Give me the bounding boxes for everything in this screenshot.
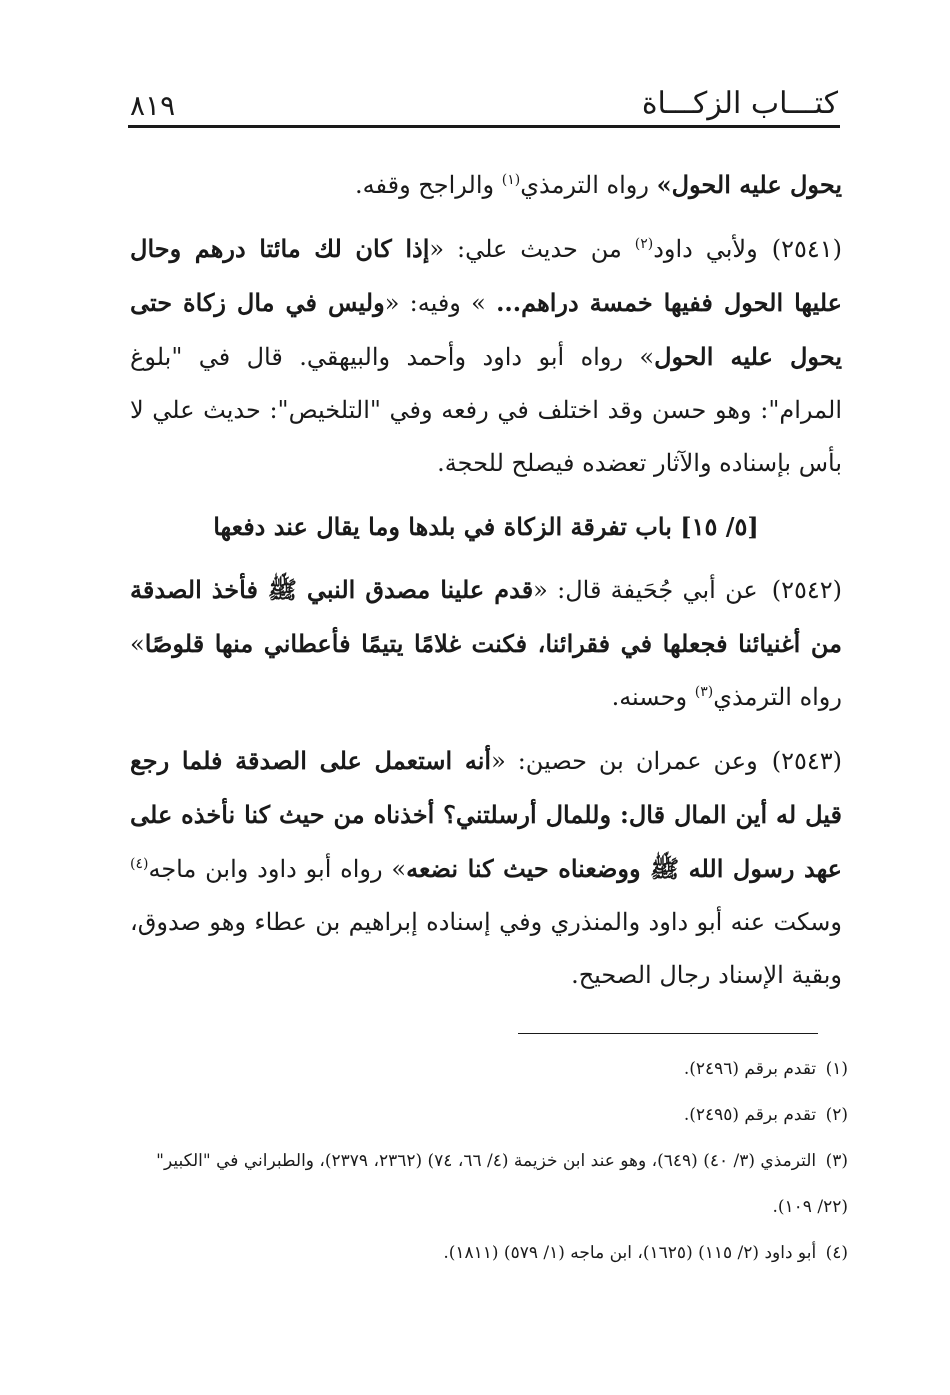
hadith-text: وليس في مال زكاة حتى يحول عليه الحول bbox=[130, 288, 843, 371]
text: رواه الترمذي bbox=[520, 171, 657, 199]
footnote-ref: (١) bbox=[501, 172, 521, 188]
hadith-2541 bbox=[130, 222, 842, 490]
footnote-item bbox=[130, 1138, 848, 1230]
text: ولأبي داود bbox=[653, 235, 758, 263]
running-header-title: كتـــاب الزكـــاة bbox=[641, 86, 838, 121]
hadith-number: (٢٥٤٣) bbox=[771, 747, 842, 775]
footnote-item bbox=[130, 1092, 848, 1138]
chapter-heading: [٥/ ١٥] باب تفرقة الزكاة في بلدها وما يقال عند دفعها bbox=[213, 512, 759, 541]
footnote-number: (٣) bbox=[825, 1151, 848, 1171]
text: » وفيه: « bbox=[384, 289, 497, 317]
hadith-2542 bbox=[130, 563, 842, 724]
text: وسكت عنه أبو داود والمنذري وفي إسناده إبراهيم بن عطاء وهو صدوق، وبقية الإسناد رجال الصحيح. bbox=[130, 908, 843, 989]
text: » رواه أبو داود وابن ماجه bbox=[148, 855, 407, 883]
hadith-2543 bbox=[130, 734, 842, 1002]
paragraph-continuation bbox=[130, 158, 842, 212]
footnote-number: (٢) bbox=[825, 1105, 848, 1125]
footnote-ref: (٣) bbox=[694, 684, 714, 700]
footnote-item bbox=[130, 1230, 848, 1276]
text: » رواه الترمذي bbox=[130, 630, 842, 711]
footnote-number: (٤) bbox=[825, 1243, 848, 1263]
footnote-number: (١) bbox=[825, 1059, 848, 1079]
hadith-number: (٢٥٤٢) bbox=[771, 576, 843, 604]
footnote-ref: (٤) bbox=[130, 856, 149, 872]
footnote-separator bbox=[518, 1033, 818, 1034]
header-rule bbox=[128, 125, 840, 128]
text: » رواه أبو داود وأحمد والبيهقي. قال في "بلوغ المرام": وهو حسن وقد اختلف في رفعه وفي "التلخيص": حديث علي لا بأس بإسناده والآثار تعضده فيصلح للحجة. bbox=[130, 343, 842, 477]
footnotes bbox=[130, 1046, 848, 1276]
hadith-text: إذا كان لك مائتا درهم وحال عليها الحول ففيها خمسة دراهم... bbox=[130, 234, 842, 317]
bold-text: يحول عليه الحول» bbox=[656, 170, 842, 199]
text: من حديث علي: « bbox=[429, 235, 635, 263]
page-number: ٨١٩ bbox=[130, 89, 176, 122]
footnote-text: الترمذي (٣/ ٤٠) (٦٤٩)، وهو عند ابن خزيمة (٤/ ٦٦، ٧٤) (٢٣٦٢، ٢٣٧٩)، والطبراني في "الكبير" (٢٢/ ١٠٩). bbox=[156, 1151, 848, 1217]
footnote-text: تقدم برقم (٢٤٩٦). bbox=[683, 1059, 817, 1079]
footnote-item bbox=[130, 1046, 848, 1092]
text: والراجح وقفه. bbox=[354, 171, 502, 199]
footnote-text: تقدم برقم (٢٤٩٥). bbox=[683, 1105, 817, 1125]
footnote-ref: (٢) bbox=[634, 236, 654, 252]
footnote-text: أبو داود (٢/ ١١٥) (١٦٢٥)، ابن ماجه (١/ ٥٧٩) (١٨١١). bbox=[443, 1243, 817, 1263]
hadith-text: أنه استعمل على الصدقة فلما رجع قيل له أين المال قال: وللمال أرسلتني؟ أخذناه من حيث كنا نأخذه على عهد رسول الله ﷺ ووضعناه حيث كنا نضعه bbox=[130, 746, 842, 883]
text: وعن عمران بن حصين: « bbox=[491, 747, 758, 775]
hadith-text: قدم علينا مصدق النبي ﷺ فأخذ الصدقة من أغنيائنا فجعلها في فقرائنا، فكنت غلامًا يتيمًا فأعطاني منها قلوصًا bbox=[130, 575, 843, 658]
hadith-number: (٢٥٤١) bbox=[771, 235, 843, 263]
main-text bbox=[130, 158, 842, 1012]
text: عن أبي جُحَيفة قال: « bbox=[533, 576, 758, 604]
text: وحسنه. bbox=[611, 683, 695, 711]
